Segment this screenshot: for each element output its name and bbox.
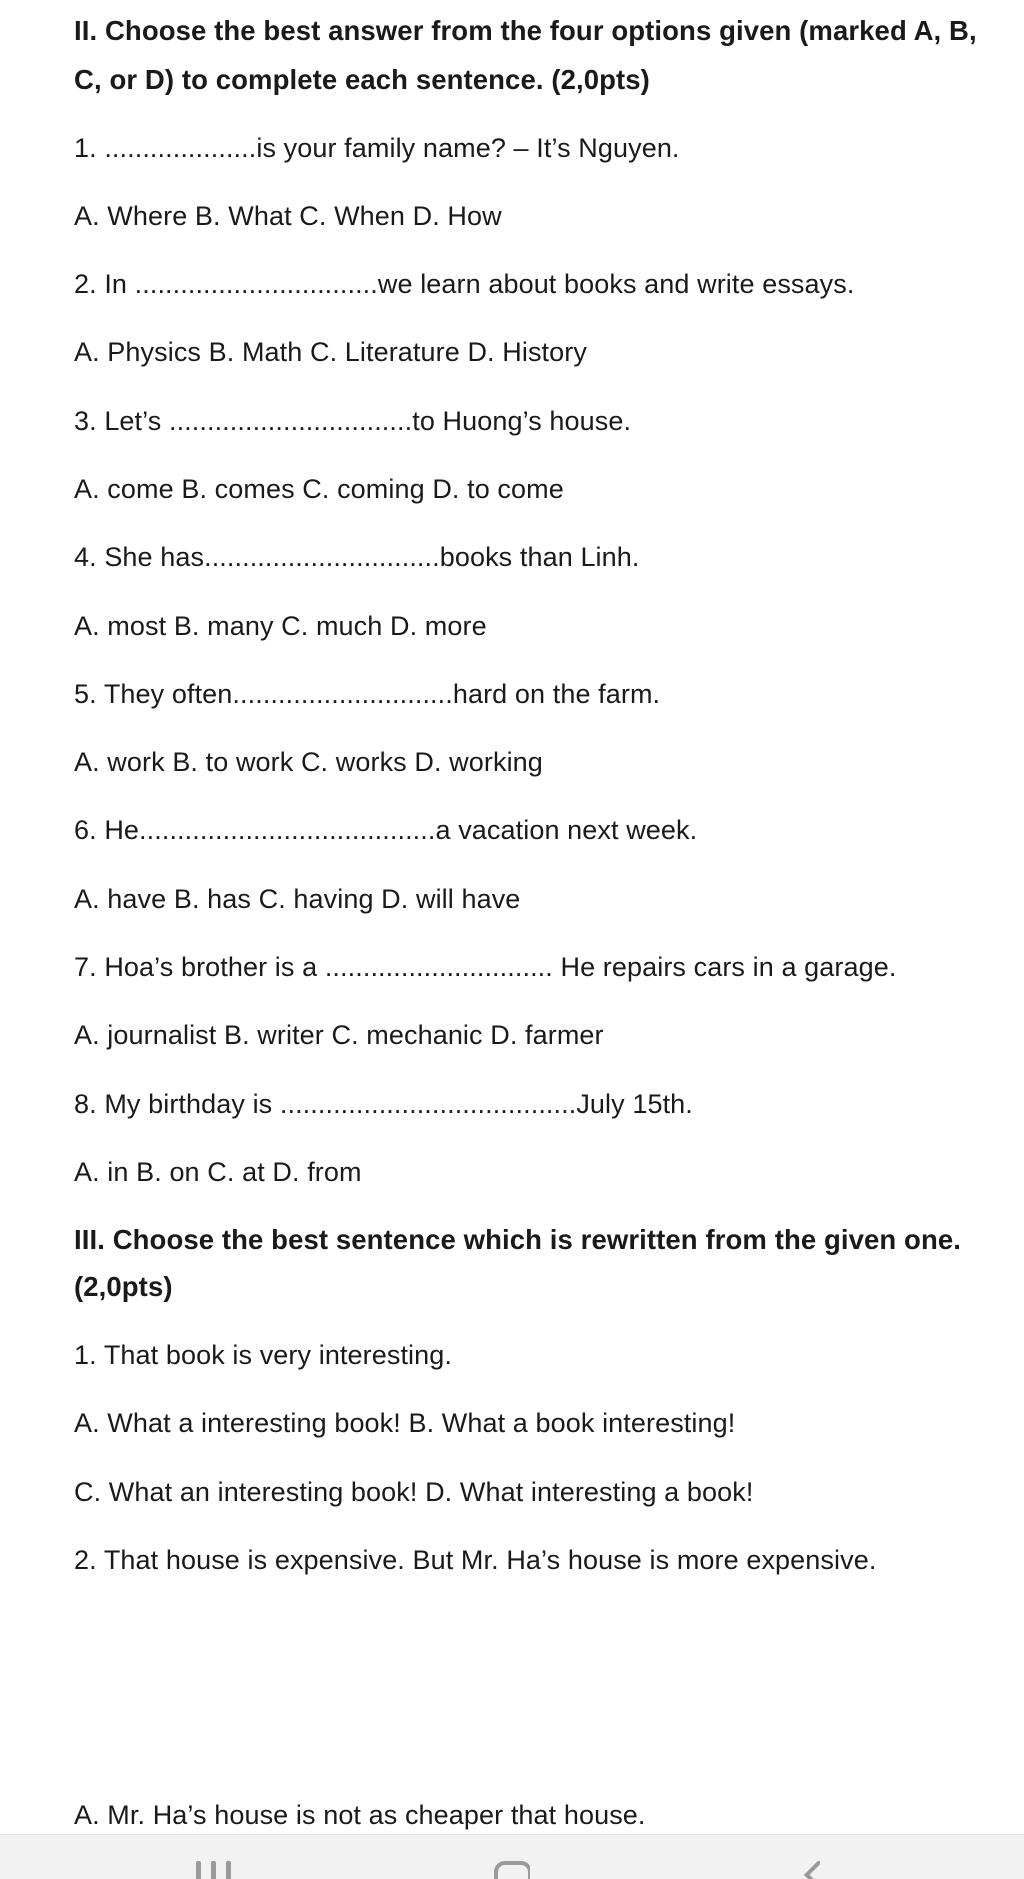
question-1-options: A. Where B. What C. When D. How [74, 201, 502, 231]
question-1: 1. ....................is your family name? – It’s Nguyen. [74, 133, 680, 163]
section-2-heading-line-1: II. Choose the best answer from the four options given (marked A, B, [74, 15, 977, 46]
back-icon[interactable] [800, 1861, 820, 1879]
home-icon[interactable] [494, 1861, 530, 1879]
section-3-question-2: 2. That house is expensive. But Mr. Ha’s house is more expensive. [74, 1545, 877, 1575]
recents-icon[interactable] [196, 1861, 246, 1879]
question-3: 3. Let’s ................................to Huong’s house. [74, 406, 632, 436]
section-2-heading-line-2: C, or D) to complete each sentence. (2,0pts) [74, 64, 650, 95]
question-4-options: A. most B. many C. much D. more [74, 611, 487, 641]
system-navigation-bar [0, 1834, 1024, 1879]
question-4: 4. She has...............................books than Linh. [74, 542, 640, 572]
section-3-question-1: 1. That book is very interesting. [74, 1340, 452, 1370]
question-8: 8. My birthday is .......................................July 15th. [74, 1089, 693, 1119]
section-3-heading-line-2: (2,0pts) [74, 1271, 173, 1302]
section-3-question-2-option-a: A. Mr. Ha’s house is not as cheaper that house. [74, 1800, 646, 1830]
question-7: 7. Hoa’s brother is a .............................. He repairs cars in a garage. [74, 952, 897, 982]
section-3-question-1-options-line-1: A. What a interesting book! B. What a book interesting! [74, 1408, 736, 1438]
question-2-options: A. Physics B. Math C. Literature D. History [74, 337, 587, 367]
question-6: 6. He.......................................a vacation next week. [74, 815, 698, 845]
question-5-options: A. work B. to work C. works D. working [74, 747, 543, 777]
section-3-heading-line-1: III. Choose the best sentence which is rewritten from the given one. [74, 1224, 961, 1255]
question-7-options: A. journalist B. writer C. mechanic D. farmer [74, 1020, 604, 1050]
question-5: 5. They often.............................hard on the farm. [74, 679, 661, 709]
question-8-options: A. in B. on C. at D. from [74, 1157, 362, 1187]
question-6-options: A. have B. has C. having D. will have [74, 884, 521, 914]
question-3-options: A. come B. comes C. coming D. to come [74, 474, 564, 504]
question-2: 2. In ................................we learn about books and write essays. [74, 269, 855, 299]
section-3-question-1-options-line-2: C. What an interesting book! D. What interesting a book! [74, 1477, 754, 1507]
